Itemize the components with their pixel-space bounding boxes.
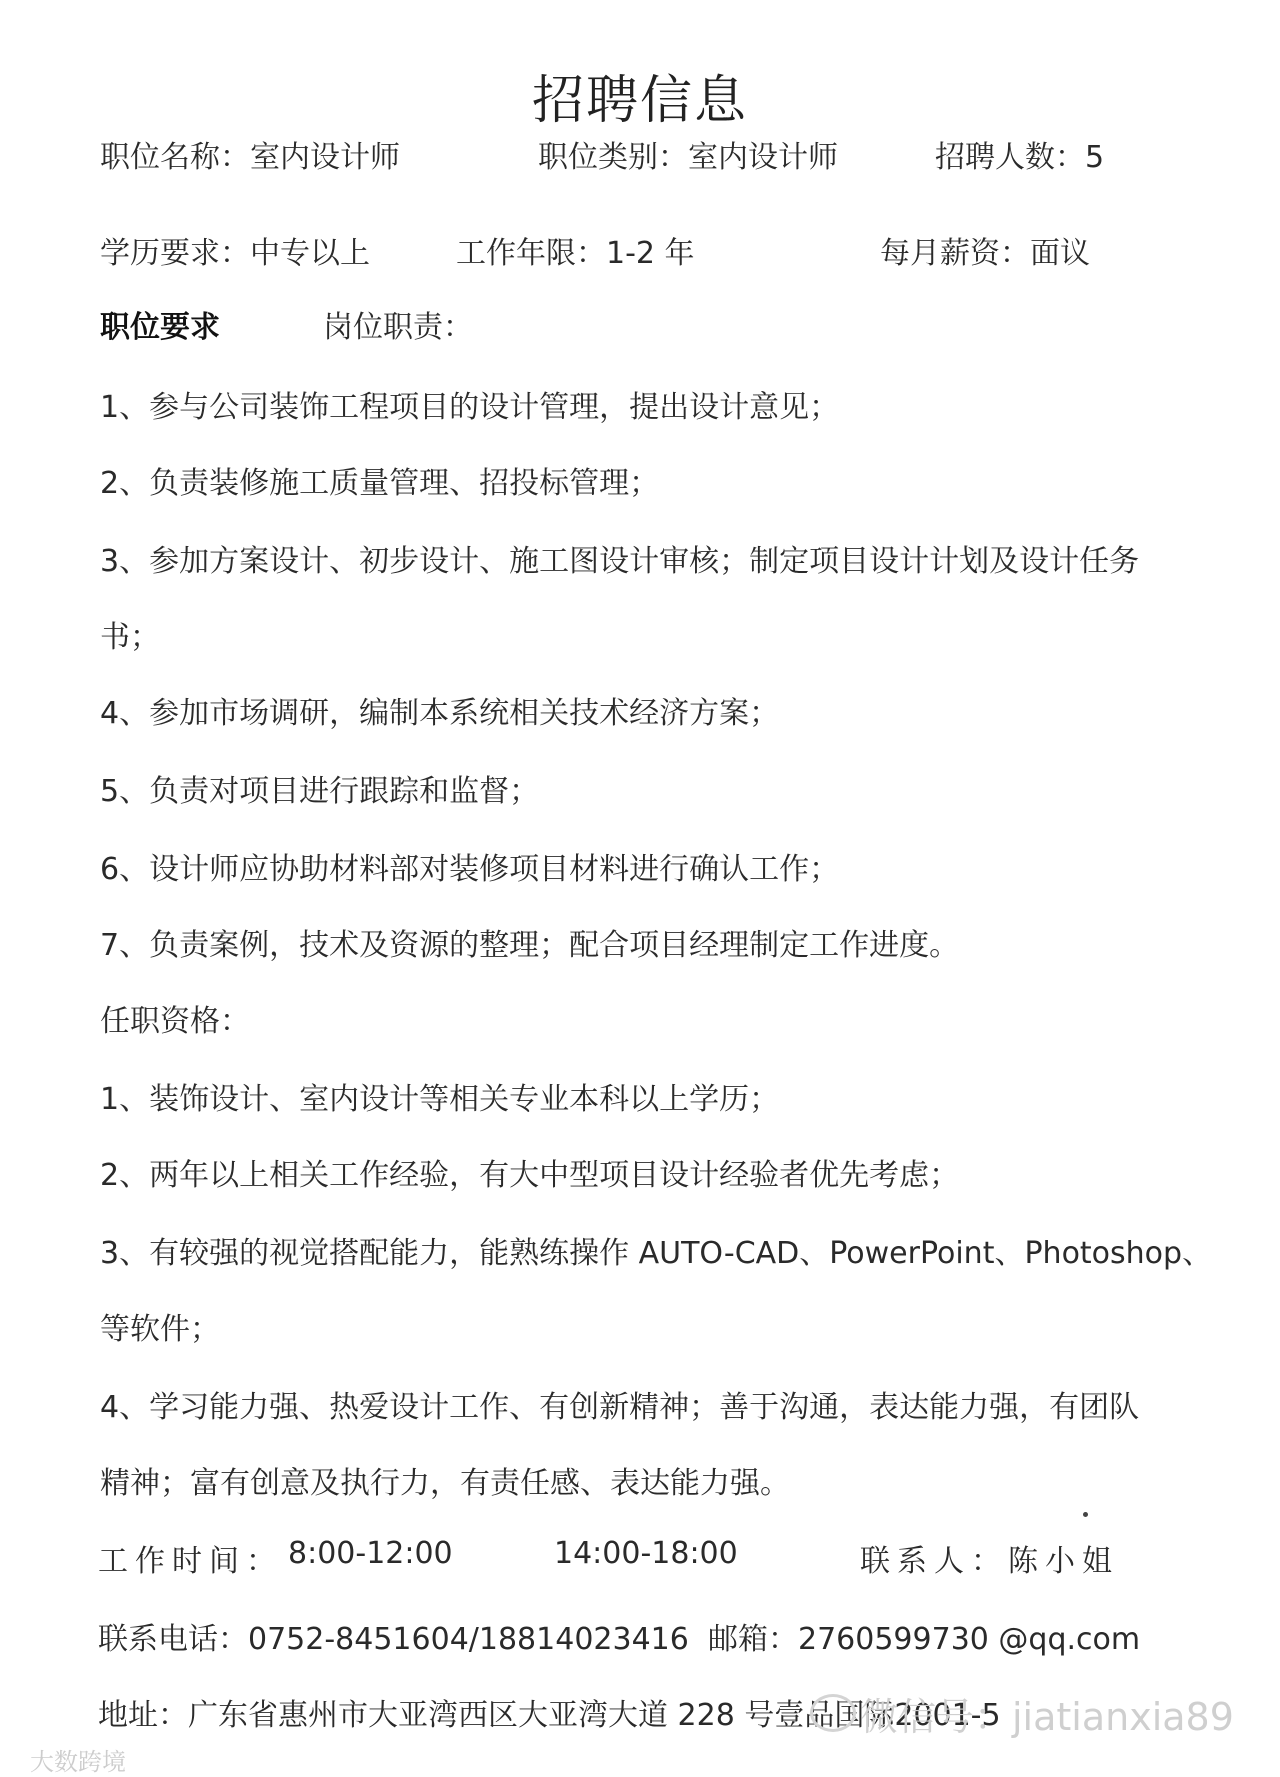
- qualification-item: 1、装饰设计、室内设计等相关专业本科以上学历；: [100, 1082, 780, 1117]
- position-name: 职位名称：室内设计师: [100, 140, 400, 175]
- education-requirement: 学历要求：中专以上: [100, 236, 370, 271]
- contact-email: 邮箱：2760599730 @qq.com: [708, 1622, 1141, 1657]
- headcount: 招聘人数：5: [935, 140, 1105, 175]
- requirements-heading: 职位要求: [100, 310, 220, 345]
- work-experience: 工作年限：1-2 年: [456, 236, 695, 271]
- duty-item: 5、负责对项目进行跟踪和监督；: [100, 774, 540, 809]
- duty-item: 1、参与公司装饰工程项目的设计管理，提出设计意见；: [100, 390, 840, 425]
- qualification-item-continued: 精神；富有创意及执行力，有责任感、表达能力强。: [100, 1466, 790, 1501]
- qualification-item: 2、两年以上相关工作经验，有大中型项目设计经验者优先考虑；: [100, 1158, 960, 1193]
- contact-person: 联系人：陈小姐: [860, 1544, 1119, 1579]
- wechat-watermark: 微信号：jiatianxia89: [860, 1695, 1234, 1739]
- wechat-icon: [810, 1694, 856, 1732]
- duty-item: 3、参加方案设计、初步设计、施工图设计审核；制定项目设计计划及设计任务: [100, 544, 1140, 579]
- contact-phone: 联系电话：0752-8451604/18814023416: [98, 1622, 689, 1657]
- duty-item: 4、参加市场调研，编制本系统相关技术经济方案；: [100, 696, 780, 731]
- monthly-salary: 每月薪资：面议: [880, 236, 1090, 271]
- logo-watermark: 大数跨境: [30, 1748, 126, 1776]
- qualifications-heading: 任职资格：: [100, 1004, 250, 1039]
- work-hours-afternoon: 14:00-18:00: [554, 1536, 738, 1571]
- contact-address: 地址：广东省惠州市大亚湾西区大亚湾大道 228 号壹品国际2001-5: [98, 1698, 1001, 1733]
- duty-item: 7、负责案例，技术及资源的整理；配合项目经理制定工作进度。: [100, 928, 960, 963]
- duty-item: 6、设计师应协助材料部对装修项目材料进行确认工作；: [100, 852, 840, 887]
- qualification-item: 3、有较强的视觉搭配能力，能熟练操作 AUTO-CAD、PowerPoint、Photoshop、: [100, 1236, 1213, 1271]
- duty-item-continued: 书；: [100, 620, 160, 655]
- page-title: 招聘信息: [531, 71, 748, 131]
- qualification-item: 4、学习能力强、热爱设计工作、有创新精神；善于沟通，表达能力强，有团队: [100, 1390, 1140, 1425]
- work-hours-morning: 8:00-12:00: [288, 1536, 453, 1571]
- qualification-item-continued: 等软件；: [100, 1312, 220, 1347]
- duty-item: 2、负责装修施工质量管理、招投标管理；: [100, 466, 660, 501]
- duties-heading: 岗位职责：: [323, 310, 473, 345]
- position-category: 职位类别：室内设计师: [538, 140, 838, 175]
- speck-mark: [1083, 1512, 1088, 1517]
- work-hours-label: 工作时间：: [98, 1544, 283, 1579]
